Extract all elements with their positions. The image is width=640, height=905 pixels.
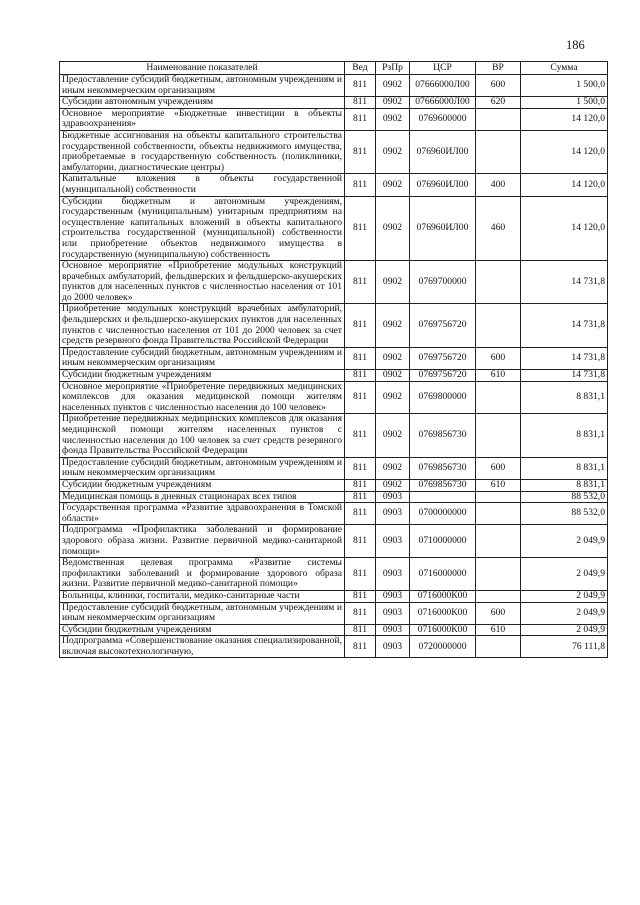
cell-csr: 0769800000 <box>410 381 476 414</box>
cell-vr <box>476 491 521 503</box>
header-rzpr: РзПр <box>376 62 410 75</box>
cell-sum: 14 120,0 <box>521 130 608 173</box>
budget-table <box>59 61 608 658</box>
cell-rzpr: 0902 <box>376 479 410 491</box>
table-row <box>60 108 608 130</box>
cell-name: Субсидии бюджетным учреждениям <box>60 624 345 636</box>
cell-name: Капитальные вложения в объекты государственной (муниципальной) собственности <box>60 174 345 196</box>
cell-name: Подпрограмма «Совершенствование оказания специализированной, включая высокотехнологичную, <box>60 636 345 658</box>
cell-vr <box>476 381 521 414</box>
cell-sum: 76 111,8 <box>521 636 608 658</box>
cell-vr <box>476 503 521 525</box>
header-sum: Сумма <box>521 62 608 75</box>
cell-ved: 811 <box>345 108 376 130</box>
cell-name: Предоставление субсидий бюджетным, автономным учреждениям и иным некоммерческим организациям <box>60 347 345 369</box>
cell-vr <box>476 261 521 304</box>
cell-csr: 0769600000 <box>410 108 476 130</box>
cell-rzpr: 0902 <box>376 261 410 304</box>
cell-name: Приобретение передвижных медицинских комплексов для оказания медицинской помощи жителям населенных пунктов с численностью населения до 100 человек за счет средств резервного фонда Правительства Российской Федерации <box>60 414 345 457</box>
table-row <box>60 503 608 525</box>
table-row <box>60 624 608 636</box>
cell-sum: 14 120,0 <box>521 174 608 196</box>
cell-rzpr: 0902 <box>376 381 410 414</box>
cell-rzpr: 0903 <box>376 503 410 525</box>
cell-csr: 0716000К00 <box>410 590 476 602</box>
cell-ved: 811 <box>345 97 376 109</box>
cell-vr: 600 <box>476 602 521 624</box>
cell-vr <box>476 525 521 558</box>
cell-csr: 0720000000 <box>410 636 476 658</box>
cell-name: Субсидии бюджетным учреждениям <box>60 479 345 491</box>
cell-vr: 460 <box>476 196 521 261</box>
cell-name: Основное мероприятие «Бюджетные инвестиции в объекты здравоохранения» <box>60 108 345 130</box>
cell-rzpr: 0902 <box>376 370 410 382</box>
cell-vr: 600 <box>476 75 521 97</box>
cell-vr: 620 <box>476 97 521 109</box>
cell-ved: 811 <box>345 196 376 261</box>
cell-rzpr: 0903 <box>376 558 410 591</box>
cell-ved: 811 <box>345 75 376 97</box>
cell-rzpr: 0902 <box>376 196 410 261</box>
cell-ved: 811 <box>345 174 376 196</box>
cell-rzpr: 0903 <box>376 590 410 602</box>
cell-name: Предоставление субсидий бюджетным, автономным учреждениям и иным некоммерческим организациям <box>60 457 345 479</box>
cell-csr: 0710000000 <box>410 525 476 558</box>
cell-ved: 811 <box>345 261 376 304</box>
table-row <box>60 174 608 196</box>
cell-vr <box>476 304 521 347</box>
cell-vr <box>476 130 521 173</box>
cell-rzpr: 0902 <box>376 75 410 97</box>
cell-vr <box>476 558 521 591</box>
cell-sum: 14 120,0 <box>521 108 608 130</box>
cell-vr: 600 <box>476 347 521 369</box>
cell-sum: 2 049,9 <box>521 624 608 636</box>
cell-rzpr: 0902 <box>376 130 410 173</box>
header-csr: ЦСР <box>410 62 476 75</box>
cell-csr: 0769756720 <box>410 347 476 369</box>
header-name: Наименование показателей <box>60 62 345 75</box>
cell-name: Больницы, клиники, госпитали, медико-санитарные части <box>60 590 345 602</box>
cell-csr <box>410 491 476 503</box>
header-ved: Вед <box>345 62 376 75</box>
cell-csr: 07666000Л00 <box>410 97 476 109</box>
table-row <box>60 602 608 624</box>
table-row <box>60 75 608 97</box>
cell-vr: 610 <box>476 479 521 491</box>
cell-csr: 0716000К00 <box>410 624 476 636</box>
cell-sum: 8 831,1 <box>521 479 608 491</box>
cell-csr: 0716000К00 <box>410 602 476 624</box>
cell-name: Субсидии бюджетным учреждениям <box>60 370 345 382</box>
cell-name: Бюджетные ассигнования на объекты капитального строительства государственной собственности, объекты недвижимого имущества, приобретаемые в государственную собственность (поликлиники, амбулатории, диагностические центры) <box>60 130 345 173</box>
cell-sum: 2 049,9 <box>521 525 608 558</box>
cell-rzpr: 0902 <box>376 174 410 196</box>
cell-rzpr: 0902 <box>376 457 410 479</box>
cell-ved: 811 <box>345 624 376 636</box>
cell-vr: 610 <box>476 624 521 636</box>
cell-ved: 811 <box>345 370 376 382</box>
cell-rzpr: 0902 <box>376 108 410 130</box>
cell-rzpr: 0903 <box>376 491 410 503</box>
cell-rzpr: 0902 <box>376 304 410 347</box>
cell-csr: 076960ИЛ00 <box>410 196 476 261</box>
table-header <box>60 62 608 75</box>
cell-ved: 811 <box>345 590 376 602</box>
table-row <box>60 381 608 414</box>
cell-rzpr: 0903 <box>376 636 410 658</box>
cell-csr: 0769756720 <box>410 304 476 347</box>
cell-ved: 811 <box>345 304 376 347</box>
table-row <box>60 370 608 382</box>
cell-sum: 2 049,9 <box>521 602 608 624</box>
cell-ved: 811 <box>345 525 376 558</box>
table-row <box>60 414 608 457</box>
header-vr: ВР <box>476 62 521 75</box>
table-row <box>60 304 608 347</box>
cell-ved: 811 <box>345 558 376 591</box>
cell-csr: 0769856730 <box>410 414 476 457</box>
cell-rzpr: 0903 <box>376 525 410 558</box>
cell-vr <box>476 108 521 130</box>
cell-sum: 1 500,0 <box>521 97 608 109</box>
cell-ved: 811 <box>345 636 376 658</box>
cell-ved: 811 <box>345 602 376 624</box>
cell-sum: 14 731,8 <box>521 347 608 369</box>
cell-sum: 14 731,8 <box>521 370 608 382</box>
cell-vr <box>476 636 521 658</box>
cell-rzpr: 0903 <box>376 602 410 624</box>
cell-rzpr: 0902 <box>376 97 410 109</box>
table-row <box>60 636 608 658</box>
cell-sum: 14 120,0 <box>521 196 608 261</box>
cell-ved: 811 <box>345 491 376 503</box>
cell-vr: 610 <box>476 370 521 382</box>
cell-sum: 8 831,1 <box>521 381 608 414</box>
cell-sum: 1 500,0 <box>521 75 608 97</box>
cell-vr <box>476 414 521 457</box>
header-row <box>60 62 608 75</box>
cell-ved: 811 <box>345 457 376 479</box>
cell-name: Предоставление субсидий бюджетным, автономным учреждениям и иным некоммерческим организациям <box>60 602 345 624</box>
cell-name: Медицинская помощь в дневных стационарах всех типов <box>60 491 345 503</box>
cell-ved: 811 <box>345 503 376 525</box>
cell-csr: 0716000000 <box>410 558 476 591</box>
table-row <box>60 97 608 109</box>
table-row <box>60 347 608 369</box>
table-body <box>60 75 608 658</box>
cell-csr: 0769700000 <box>410 261 476 304</box>
table-row <box>60 130 608 173</box>
table-row <box>60 590 608 602</box>
cell-name: Основное мероприятие «Приобретение модульных конструкций врачебных амбулаторий, фельдшерских и фельдшерско-акушерских пунктов для населенных пунктов с численностью населения от 101 до 2000 человек» <box>60 261 345 304</box>
cell-rzpr: 0903 <box>376 624 410 636</box>
cell-sum: 8 831,1 <box>521 457 608 479</box>
cell-name: Приобретение модульных конструкций врачебных амбулаторий, фельдшерских и фельдшерско-акушерских пунктов для населенных пунктов с численностью населения от 101 до 2000 человек за счет средств резервного фонда Правительства Российской Федерации <box>60 304 345 347</box>
cell-vr <box>476 590 521 602</box>
cell-sum: 88 532,0 <box>521 503 608 525</box>
cell-rzpr: 0902 <box>376 347 410 369</box>
cell-csr: 0700000000 <box>410 503 476 525</box>
cell-sum: 2 049,9 <box>521 590 608 602</box>
cell-csr: 076960ИЛ00 <box>410 130 476 173</box>
cell-vr: 400 <box>476 174 521 196</box>
cell-name: Субсидии автономным учреждениям <box>60 97 345 109</box>
table-row <box>60 479 608 491</box>
cell-name: Предоставление субсидий бюджетным, автономным учреждениям и иным некоммерческим организациям <box>60 75 345 97</box>
cell-csr: 0769856730 <box>410 479 476 491</box>
cell-name: Субсидии бюджетным и автономным учреждениям, государственным (муниципальным) унитарным предприятиям на осуществление капитальных вложений в объекты капитального строительства государственной (муниципальной) собственности или приобретение объектов недвижимого имущества в государственную (муниципальную) собственность <box>60 196 345 261</box>
cell-name: Подпрограмма «Профилактика заболеваний и формирование здорового образа жизни. Развитие первичной медико-санитарной помощи» <box>60 525 345 558</box>
cell-csr: 076960ИЛ00 <box>410 174 476 196</box>
cell-ved: 811 <box>345 347 376 369</box>
cell-ved: 811 <box>345 130 376 173</box>
table-row <box>60 491 608 503</box>
cell-csr: 07666000Л00 <box>410 75 476 97</box>
cell-sum: 14 731,8 <box>521 261 608 304</box>
table-row <box>60 558 608 591</box>
cell-name: Основное мероприятие «Приобретение передвижных медицинских комплексов для оказания медицинской помощи жителям населенных пунктов с численностью населения до 100 человек» <box>60 381 345 414</box>
cell-csr: 0769756720 <box>410 370 476 382</box>
page-number: 186 <box>566 38 585 52</box>
cell-name: Государственная программа «Развитие здравоохранения в Томской области» <box>60 503 345 525</box>
table-row <box>60 261 608 304</box>
table-row <box>60 457 608 479</box>
cell-ved: 811 <box>345 479 376 491</box>
cell-csr: 0769856730 <box>410 457 476 479</box>
cell-sum: 8 831,1 <box>521 414 608 457</box>
table-row <box>60 525 608 558</box>
table-row <box>60 196 608 261</box>
cell-rzpr: 0902 <box>376 414 410 457</box>
cell-ved: 811 <box>345 381 376 414</box>
cell-sum: 14 731,8 <box>521 304 608 347</box>
cell-sum: 2 049,9 <box>521 558 608 591</box>
cell-vr: 600 <box>476 457 521 479</box>
cell-name: Ведомственная целевая программа «Развитие системы профилактики заболеваний и формирование здорового образа жизни. Развитие первичной медико-санитарной помощи» <box>60 558 345 591</box>
cell-sum: 88 532,0 <box>521 491 608 503</box>
cell-ved: 811 <box>345 414 376 457</box>
